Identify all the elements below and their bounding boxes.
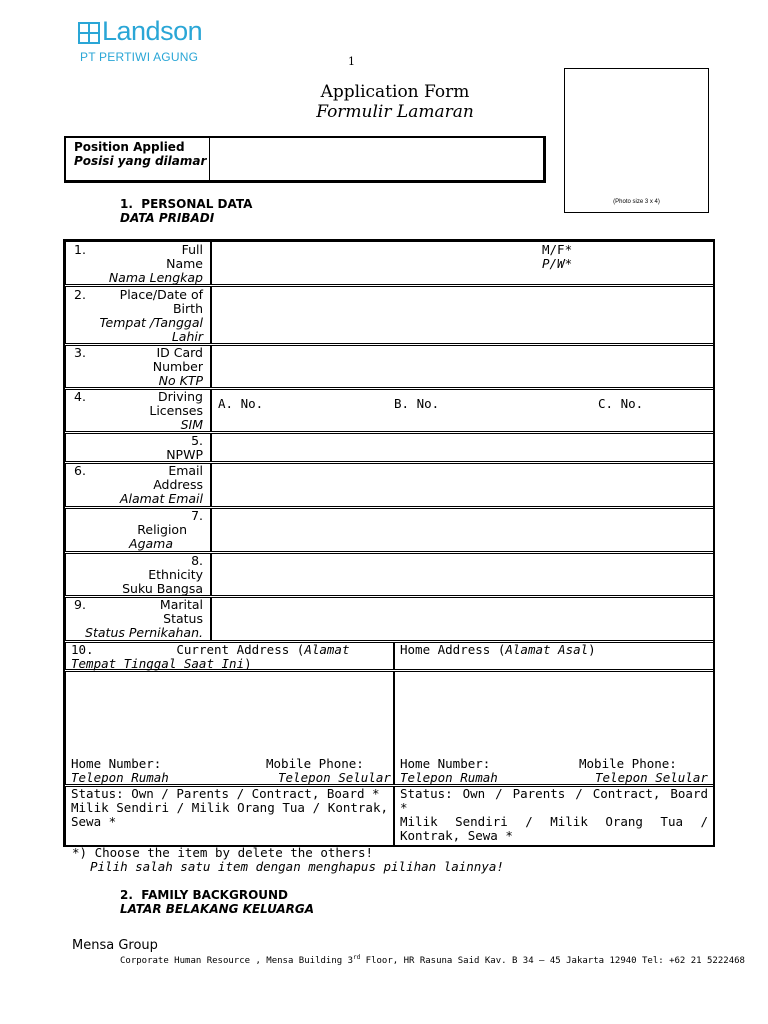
footer-address: Corporate Human Resource , Mensa Building 3rd Floor, HR Rasuna Said Kav. B 34 – 45 Jakarta 12940 Tel: +62 21 5222468 [120, 954, 745, 966]
marital-status-label: 9. Marital Status Status Pernikahan. [65, 597, 211, 641]
form-title: Application Form [320, 82, 470, 102]
religion-input[interactable] [211, 508, 714, 552]
home-number-label-indonesian-2: Telepon Rumah [400, 770, 498, 785]
marital-status-input[interactable] [211, 597, 714, 641]
gender-label: M/F* [542, 242, 573, 257]
page-number: 1 [348, 55, 355, 68]
driving-license-label: 4. Driving Licenses SIM [65, 389, 211, 432]
email-label: 6. Email Address Alamat Email [65, 463, 211, 507]
section2-heading-indonesian: LATAR BELAKANG KELUARGA [120, 902, 315, 916]
npwp-input[interactable] [211, 433, 714, 462]
form-title-indonesian: Formulir Lamaran [316, 102, 474, 122]
choose-note-indonesian: Pilih salah satu item dengan menghapus pilihan lainnya! [90, 859, 504, 874]
religion-label: 7. Religion Agama [65, 508, 211, 552]
mobile-phone-label: Mobile Phone: [266, 756, 364, 771]
full-name-label: 1. Full Name Nama Lengkap [65, 241, 211, 285]
driving-license-input[interactable] [211, 389, 714, 432]
home-address-status[interactable]: Status: Own / Parents / Contract, Board * Milik Sendiri / Milik Orang Tua / Kontrak, Sewa * [394, 786, 714, 846]
photo-box [564, 68, 709, 213]
choose-note: *) Choose the item by delete the others! [72, 845, 374, 860]
photo-caption: (Photo size 3 x 4) [613, 199, 660, 205]
license-a-label: A. No. [218, 396, 264, 411]
position-applied-label: Position Applied Posisi yang dilamar [66, 138, 210, 180]
logo-company-name: PT PERTIWI AGUNG [80, 50, 199, 64]
gender-label-indonesian: P/W* [542, 256, 573, 271]
id-card-label: 3. ID Card Number No KTP [65, 345, 211, 388]
footer-group-name: Mensa Group [72, 938, 158, 953]
license-b-label: B. No. [394, 396, 440, 411]
id-card-input[interactable] [211, 345, 714, 388]
current-address-input[interactable] [65, 671, 394, 785]
ethnicity-input[interactable] [211, 553, 714, 596]
npwp-label: 5. NPWP [65, 433, 211, 462]
home-address-header: Home Address (Alamat Asal) [394, 642, 714, 670]
position-applied-field[interactable] [64, 136, 546, 183]
home-address-input[interactable] [394, 671, 714, 785]
section2-heading: 2. FAMILY BACKGROUND [120, 888, 289, 902]
home-number-label-2: Home Number: [400, 756, 491, 771]
home-number-label: Home Number: [71, 756, 162, 771]
logo-wordmark: Landson [102, 16, 203, 46]
home-number-label-indonesian: Telepon Rumah [71, 770, 169, 785]
company-logo [78, 16, 218, 68]
license-c-label: C. No. [598, 396, 644, 411]
mobile-phone-label-2: Mobile Phone: [579, 756, 677, 771]
birth-input[interactable] [211, 286, 714, 344]
section1-heading: 1. PERSONAL DATA [120, 197, 253, 211]
logo-cross-icon [78, 22, 100, 44]
ethnicity-label: 8. Ethnicity Suku Bangsa [65, 553, 211, 596]
mobile-phone-label-indonesian: Telepon Selular [278, 770, 391, 785]
mobile-phone-label-indonesian-2: Telepon Selular [595, 770, 708, 785]
current-address-status[interactable]: Status: Own / Parents / Contract, Board * Milik Sendiri / Milik Orang Tua / Kontrak, Sewa * [65, 786, 394, 846]
section1-heading-indonesian: DATA PRIBADI [120, 211, 215, 225]
full-name-input[interactable] [211, 241, 714, 285]
birth-label: 2. Place/Date of Birth Tempat /Tanggal Lahir [65, 286, 211, 344]
current-address-header: 10. Current Address (Alamat Tempat Tinggal Saat Ini) [65, 642, 394, 670]
email-input[interactable] [211, 463, 714, 507]
